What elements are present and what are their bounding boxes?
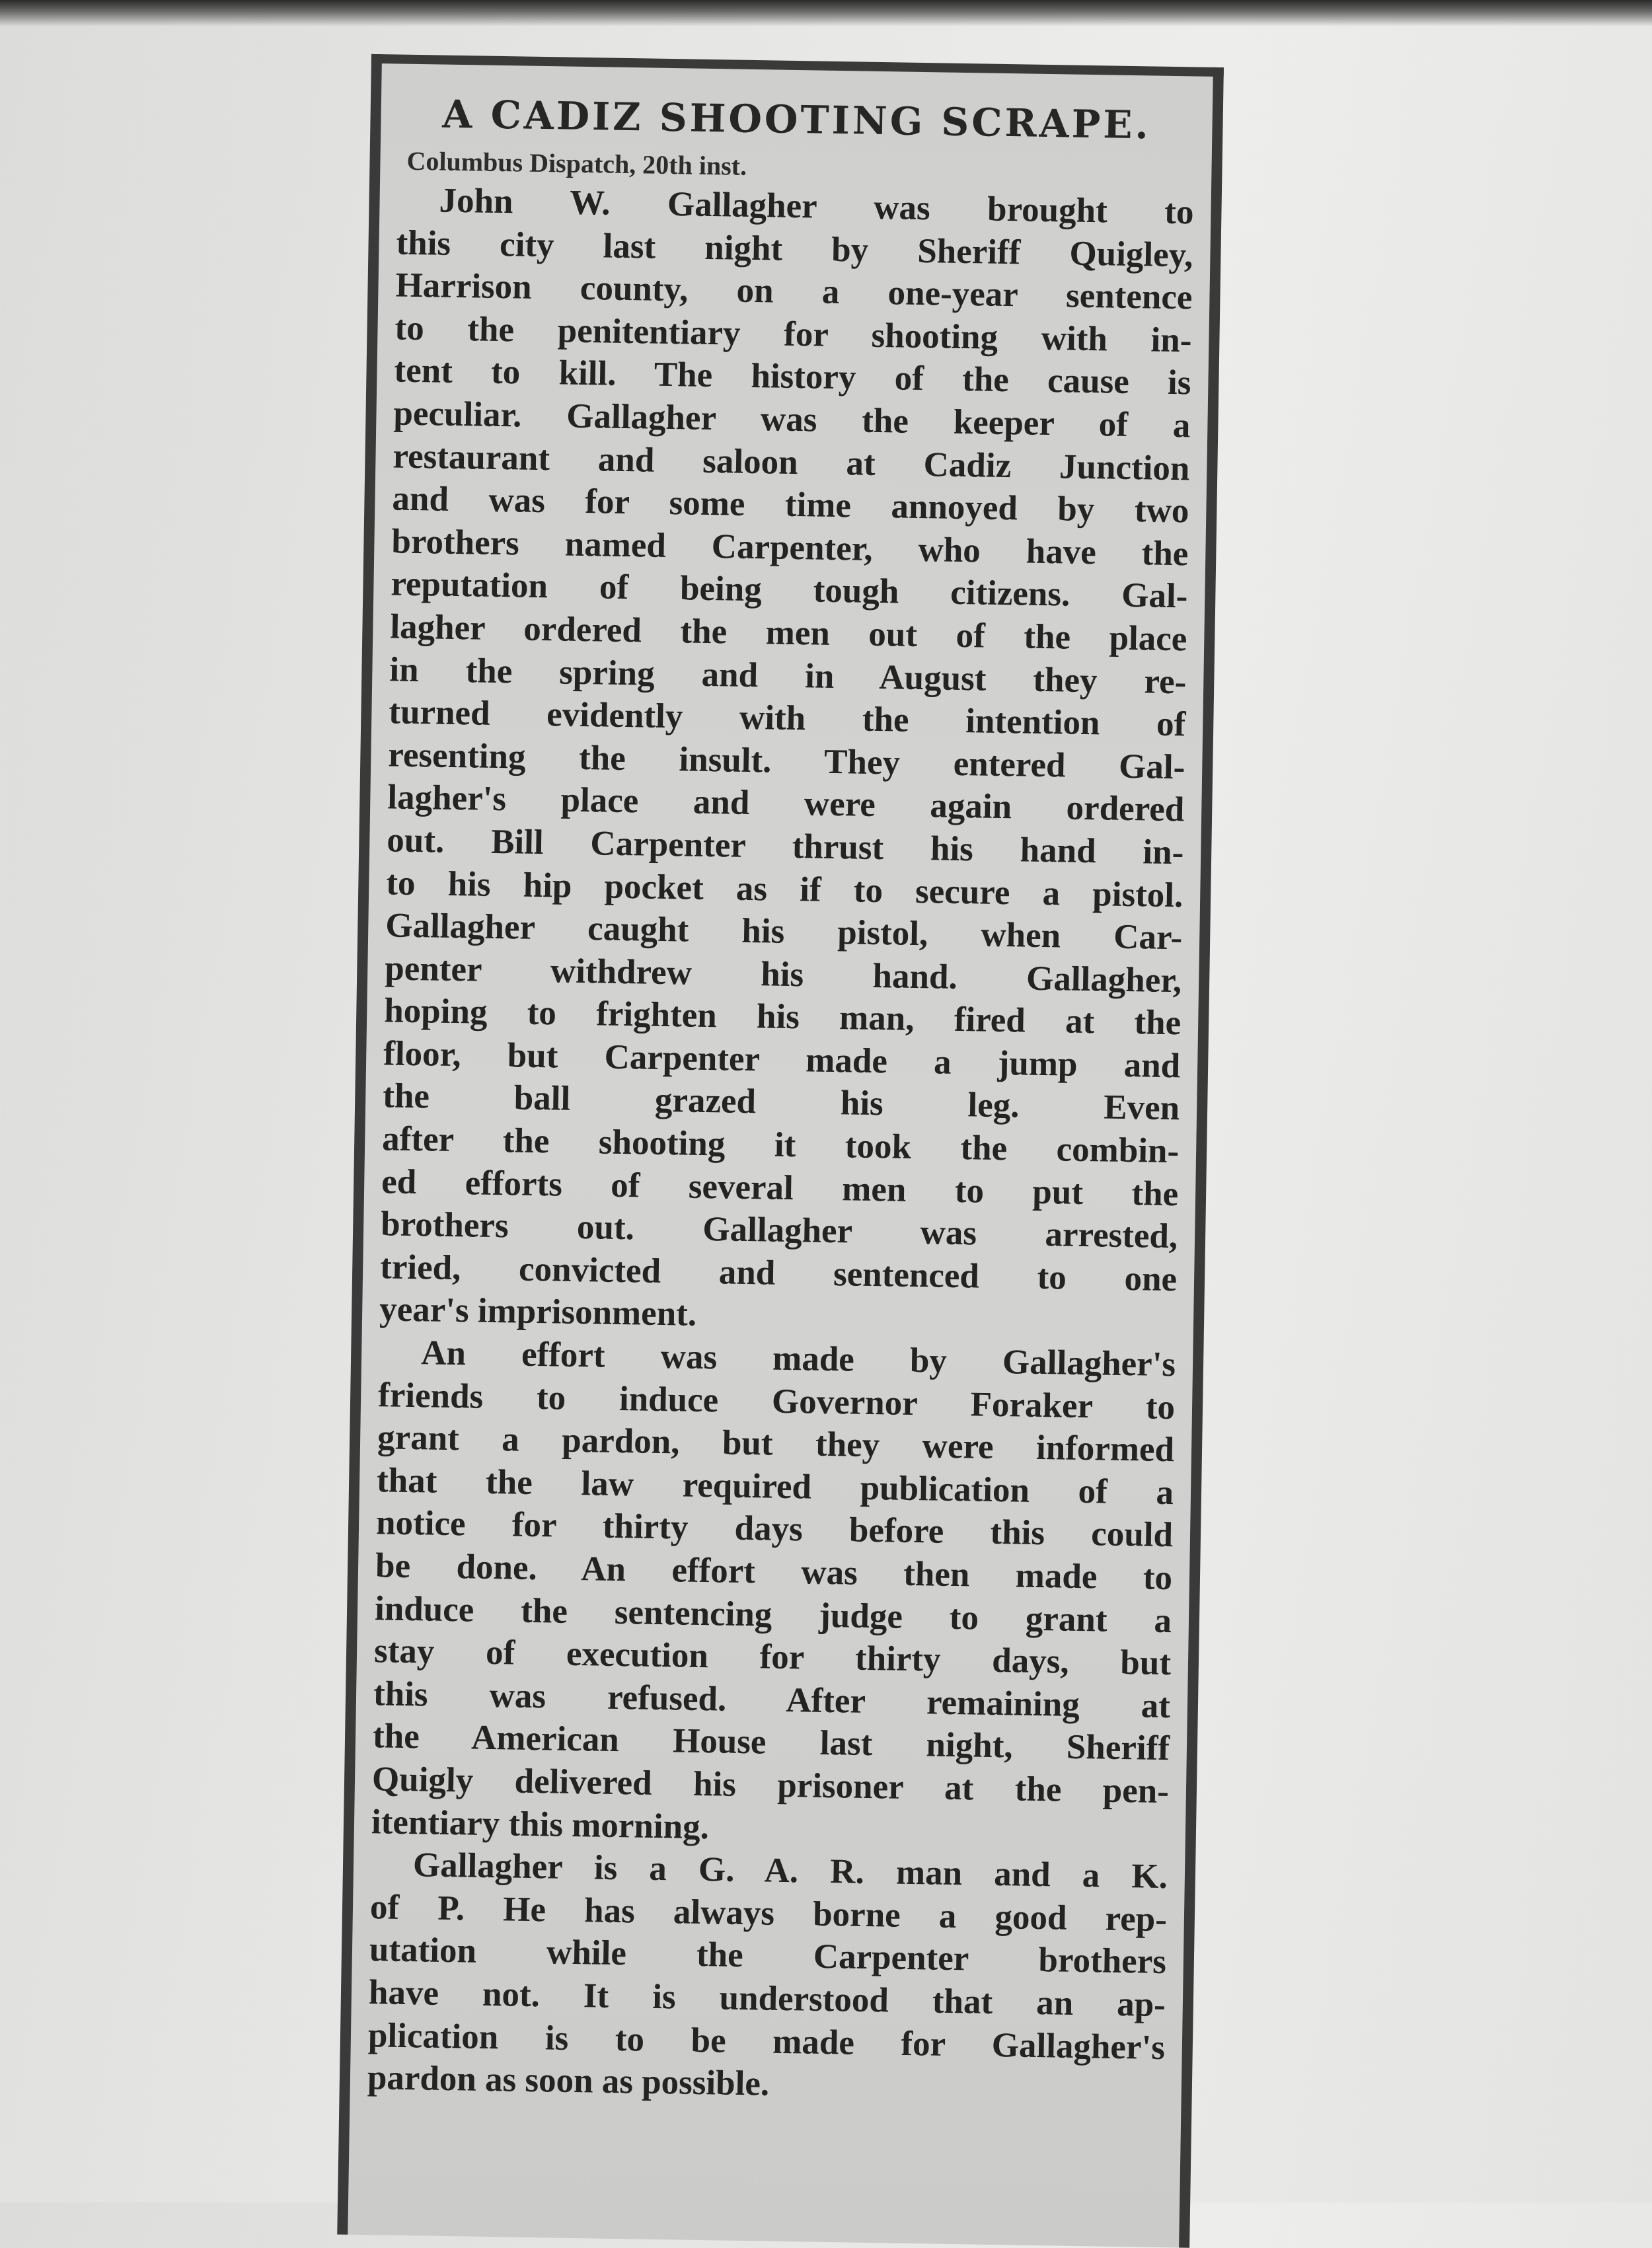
text-line: have not. It is understood that an ap- [368,1973,1166,2025]
text-line: this city last night by Sheriff Quigley, [396,223,1193,275]
text-line: floor, but Carpenter made a jump and [383,1034,1181,1086]
text-line: to the penitentiary for shooting with in- [394,309,1192,360]
article [367,84,1195,2112]
text-line: brothers named Carpenter, who have the [391,522,1189,574]
text-line: and was for some time annoyed by two [392,479,1189,531]
text-line: friends to induce Governor Foraker to [377,1375,1176,1427]
text-line: plication is to be made for Gallagher's [367,2015,1166,2067]
text-line: that the law required publication of a [376,1461,1174,1513]
text-line: the American House last night, Sheriff [372,1717,1170,1768]
newspaper-clipping [337,54,1224,2248]
paragraph-3 [367,1843,1168,2111]
text-line: itentiary this morning. [371,1802,710,1846]
paragraph-1 [379,179,1194,1344]
text-line: this was refused. After remaining at [373,1674,1171,1725]
text-line: peculiar. Gallagher was the keeper of a [393,394,1191,445]
text-line: lagher ordered the men out of the place [390,607,1187,659]
text-line: induce the sentencing judge to grant a [374,1589,1172,1640]
text-line: to his hip pocket as if to secure a pistol. [385,863,1183,915]
text-line: Harrison county, on a one-year sentence [395,266,1193,317]
text-line: notice for thirty days before this could [375,1503,1174,1555]
text-line: An effort was made by Gallagher's [420,1333,1176,1384]
text-line: the ball grazed his leg. Even [382,1076,1180,1128]
text-line: stay of execution for thirty days, but [373,1631,1172,1683]
text-line: after the shooting it took the combin- [381,1119,1180,1171]
text-line: Gallagher is a G. A. R. man and a K. [412,1846,1168,1896]
text-line: pardon as soon as possible. [367,2058,770,2103]
text-line: hoping to frighten his man, fired at the [383,991,1182,1043]
article-headline: A CADIZ SHOOTING SCRAPE. [441,91,1152,148]
text-line: in the spring and in August they re- [389,650,1187,701]
text-line: restaurant and saloon at Cadiz Junction [393,437,1190,488]
text-line: John W. Gallagher was brought to [439,181,1194,232]
text-line: year's imprisonment. [379,1290,697,1334]
photo-top-shadow [0,0,1652,26]
text-line: resenting the insult. They entered Gal- [387,735,1185,787]
text-line: brothers out. Gallagher was arrested, [380,1205,1178,1256]
text-line: ed efforts of several men to put the [381,1162,1179,1213]
text-line: Gallagher caught his pistol, when Car- [385,906,1183,957]
text-line: tried, convicted and sentenced to one [379,1248,1178,1299]
text-line: penter withdrew his hand. Gallagher, [384,949,1182,1000]
text-line: lagher's place and were again ordered [387,778,1185,829]
text-line: turned evidently with the intention of [388,693,1186,744]
text-line: tent to kill. The history of the cause is [394,351,1191,402]
text-line: of P. He has always borne a good rep- [369,1887,1168,1939]
text-line: Quigly delivered his prisoner at the pen- [371,1760,1170,1811]
text-line: reputation of being tough citizens. Gal- [391,564,1188,616]
text-line: utation while the Carpenter brothers [369,1930,1167,1982]
text-line: grant a pardon, but they were informed [377,1418,1175,1470]
paragraph-2 [371,1331,1176,1855]
text-line: be done. An effort was then made to [375,1546,1173,1598]
article-dateline: Columbus Dispatch, 20th inst. [406,145,747,181]
text-line: out. Bill Carpenter thrust his hand in- [386,821,1184,872]
